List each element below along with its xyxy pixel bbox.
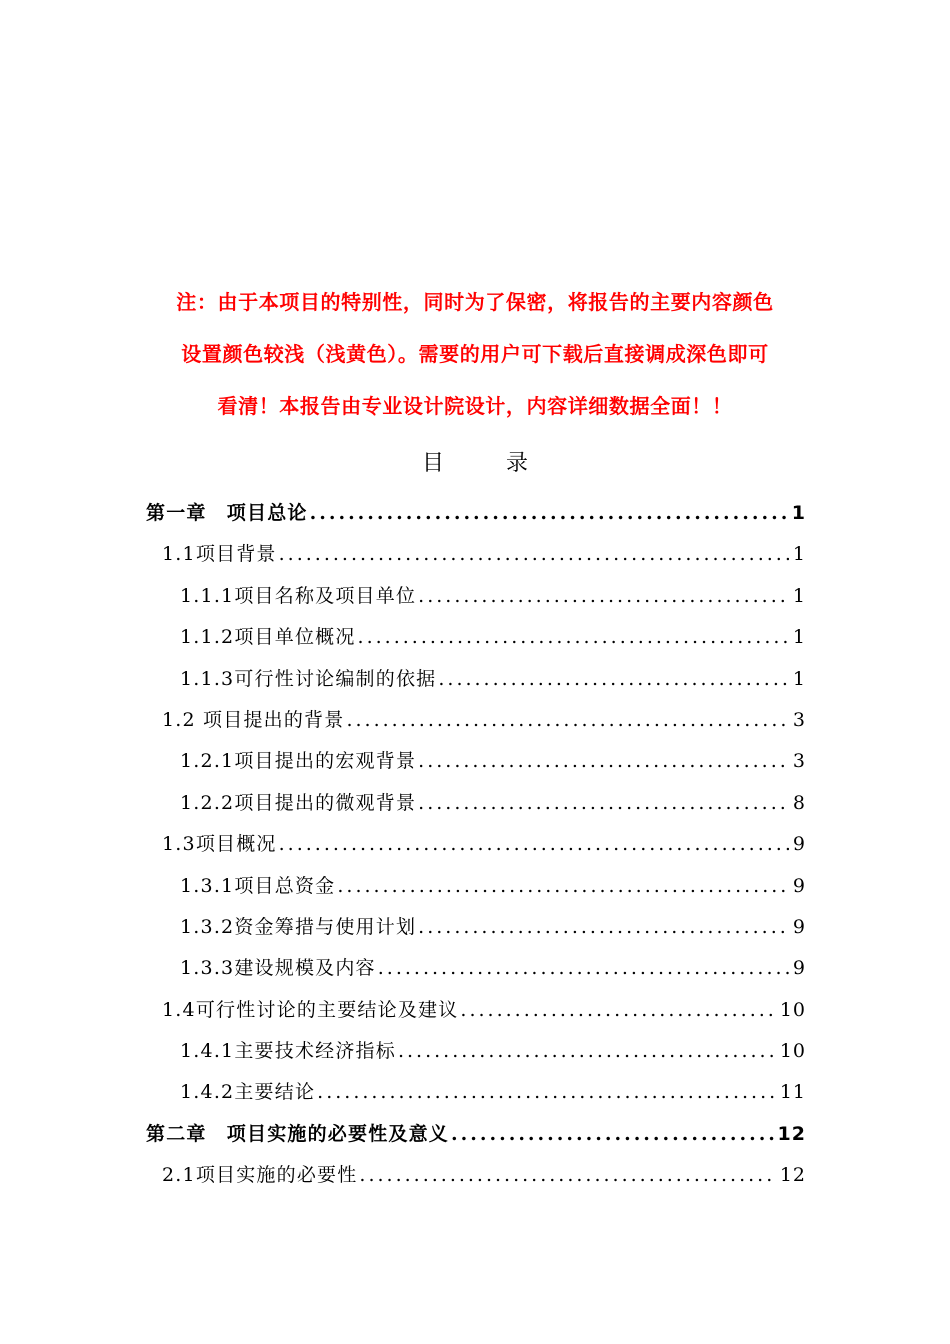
toc-page-number: 11 xyxy=(779,1081,806,1104)
toc-entry[interactable] xyxy=(146,866,806,907)
toc-dot-leader xyxy=(337,866,789,907)
toc-page-number: 1 xyxy=(791,502,806,524)
confidential-notice xyxy=(140,280,810,436)
toc-dot-leader xyxy=(418,783,789,824)
toc-chapter-entry[interactable] xyxy=(146,1114,806,1155)
notice-line: 设置颜色较浅（浅黄色）。需要的用户可下载后直接调成深色即可 xyxy=(181,342,769,366)
toc-entry[interactable] xyxy=(146,659,806,700)
toc-page-number: 1 xyxy=(792,543,806,566)
toc-entry-label: 第二章 项目实施的必要性及意义 xyxy=(146,1122,450,1145)
toc-page-number: 1 xyxy=(792,626,806,649)
toc-dot-leader xyxy=(359,1155,775,1196)
toc-dot-leader xyxy=(378,948,789,989)
toc-entry-label: 1.2.1项目提出的宏观背景 xyxy=(180,750,417,773)
toc-page-number: 1 xyxy=(792,667,806,690)
table-of-contents xyxy=(146,493,806,1197)
toc-entry[interactable] xyxy=(146,1072,806,1113)
toc-dot-leader xyxy=(398,1031,776,1072)
toc-entry[interactable] xyxy=(146,700,806,741)
toc-dot-leader xyxy=(418,576,789,617)
toc-title-left: 目 xyxy=(421,451,444,476)
notice-line: 注：由于本项目的特别性，同时为了保密，将报告的主要内容颜色 xyxy=(176,290,774,314)
toc-entry[interactable] xyxy=(146,824,806,865)
toc-entry-label: 1.3.2资金筹措与使用计划 xyxy=(180,915,417,938)
toc-page-number: 8 xyxy=(792,791,806,814)
toc-entry-label: 1.3.1项目总资金 xyxy=(180,874,336,897)
toc-page-number: 3 xyxy=(792,708,806,731)
toc-entry[interactable] xyxy=(146,907,806,948)
toc-dot-leader xyxy=(418,741,789,782)
toc-entry-label: 1.3.3建设规模及内容 xyxy=(180,957,376,980)
toc-entry[interactable] xyxy=(146,617,806,658)
toc-dot-leader xyxy=(358,617,789,658)
toc-page-number: 9 xyxy=(792,957,806,980)
toc-dot-leader xyxy=(418,907,789,948)
toc-entry[interactable] xyxy=(146,576,806,617)
toc-entry-label: 1.1.3可行性讨论编制的依据 xyxy=(180,667,437,690)
toc-entry-label: 2.1项目实施的必要性 xyxy=(162,1164,358,1187)
toc-entry-label: 1.1项目背景 xyxy=(162,543,277,566)
toc-page-number: 9 xyxy=(792,833,806,856)
toc-entry[interactable] xyxy=(146,1031,806,1072)
toc-entry-label: 1.4.2主要结论 xyxy=(180,1081,316,1104)
toc-page-number: 9 xyxy=(792,915,806,938)
toc-entry[interactable] xyxy=(146,534,806,575)
toc-entry-label: 第一章 项目总论 xyxy=(146,502,308,524)
toc-dot-leader xyxy=(346,700,788,741)
toc-page-number: 10 xyxy=(779,998,806,1021)
toc-chapter-entry[interactable] xyxy=(146,493,806,534)
toc-dot-leader xyxy=(279,534,789,575)
notice-line: 看清！本报告由专业设计院设计，内容详细数据全面！！ xyxy=(217,394,733,418)
toc-page-number: 1 xyxy=(792,584,806,607)
toc-entry[interactable] xyxy=(146,948,806,989)
toc-page-number: 9 xyxy=(792,874,806,897)
toc-entry[interactable] xyxy=(146,783,806,824)
toc-page-number: 12 xyxy=(777,1122,806,1145)
toc-page-number: 3 xyxy=(792,750,806,773)
toc-entry-label: 1.3项目概况 xyxy=(162,833,277,856)
toc-title xyxy=(0,446,950,482)
toc-dot-leader xyxy=(310,493,788,534)
toc-entry-label: 1.2.2项目提出的微观背景 xyxy=(180,791,417,814)
toc-dot-leader xyxy=(460,990,775,1031)
toc-dot-leader xyxy=(279,824,789,865)
toc-entry-label: 1.2 项目提出的背景 xyxy=(162,708,345,731)
toc-dot-leader xyxy=(438,659,789,700)
toc-entry-label: 1.4.1主要技术经济指标 xyxy=(180,1040,396,1063)
toc-entry-label: 1.4可行性讨论的主要结论及建议 xyxy=(162,998,459,1021)
toc-entry[interactable] xyxy=(146,990,806,1031)
toc-dot-leader xyxy=(451,1114,774,1155)
toc-page-number: 12 xyxy=(779,1164,806,1187)
toc-dot-leader xyxy=(317,1072,776,1113)
toc-entry-label: 1.1.1项目名称及项目单位 xyxy=(180,584,417,607)
toc-entry[interactable] xyxy=(146,741,806,782)
toc-page-number: 10 xyxy=(779,1040,806,1063)
toc-title-right: 录 xyxy=(506,451,529,476)
toc-entry[interactable] xyxy=(146,1155,806,1196)
toc-entry-label: 1.1.2项目单位概况 xyxy=(180,626,356,649)
